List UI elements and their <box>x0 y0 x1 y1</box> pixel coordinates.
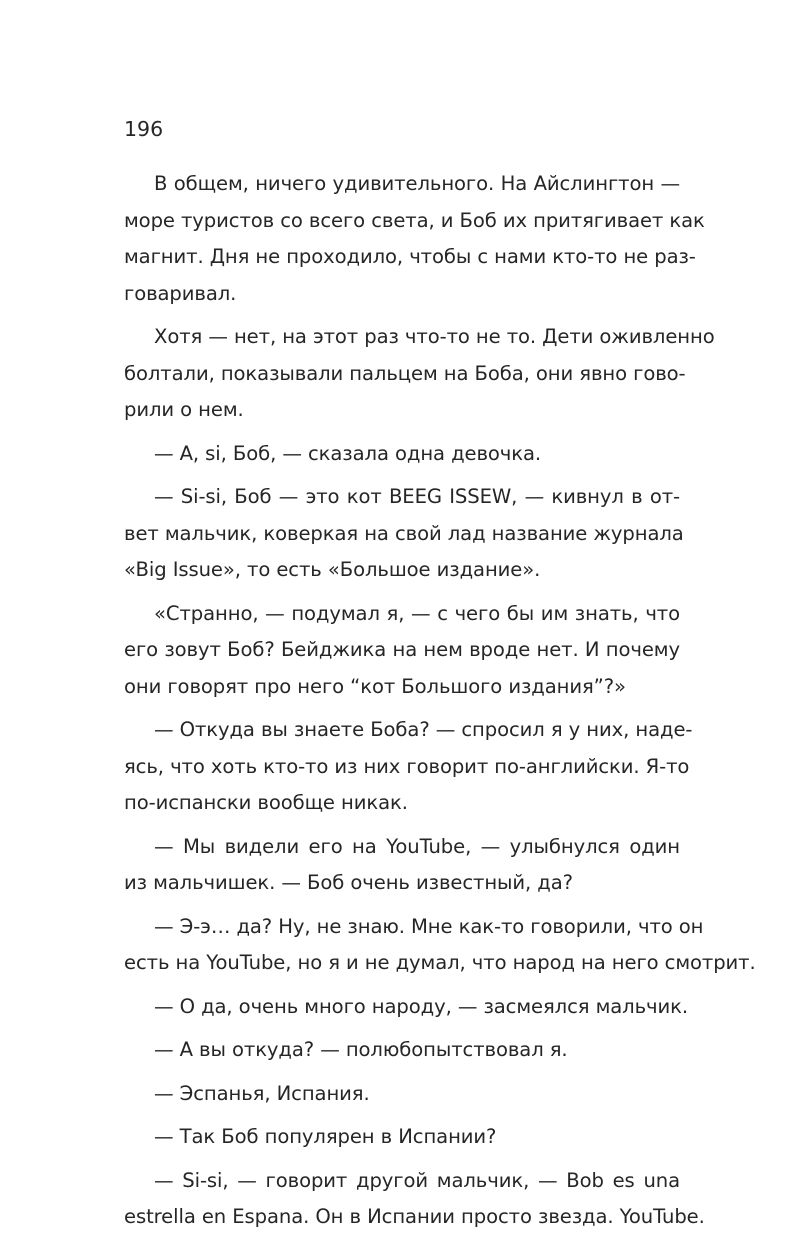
text-line: — А вы откуда? — полюбопытствовал я. <box>154 1038 568 1061</box>
paragraph <box>124 989 689 1026</box>
paragraph-gap <box>124 472 680 479</box>
text-line: говаривал. <box>124 281 237 305</box>
text-line: — А, si, Боб, — сказала одна девочка. <box>154 441 542 465</box>
paragraph-gap <box>124 429 680 436</box>
paragraph <box>124 436 680 473</box>
paragraph-gap <box>124 705 680 712</box>
paragraph <box>124 1163 705 1236</box>
page-number: 196 <box>124 117 164 141</box>
text-line: из мальчишек. — Боб очень известный, да? <box>124 871 573 894</box>
paragraph <box>124 1119 680 1156</box>
text-line: они говорят про него “кот Большого издания”?» <box>124 674 626 698</box>
text-line: Хотя — нет, на этот раз что-то не то. Дети оживленно <box>154 325 715 348</box>
paragraph <box>124 1076 680 1113</box>
paragraph <box>124 596 680 706</box>
text-line: море туристов со всего света, и Боб их притягивает как <box>124 208 705 232</box>
paragraph <box>124 829 680 902</box>
text-line: — Откуда вы знаете Боба? — спросил я у них, наде- <box>154 718 693 741</box>
paragraph <box>124 319 715 429</box>
text-line: — Эспанья, Испания. <box>154 1081 370 1105</box>
text-line: есть на YouTube, но я и не думал, что народ на него смотрит. <box>124 951 756 974</box>
text-line: — Si-si, Боб — это кот BEEG ISSEW, — кивнул в от- <box>154 485 680 508</box>
text-line: магнит. Дня не проходило, чтобы с нами кто-то не раз- <box>124 245 696 268</box>
text-line: — Э-э… да? Ну, не знаю. Мне как-то говорили, что он <box>154 914 704 938</box>
paragraph <box>124 166 705 312</box>
paragraph-gap <box>124 589 680 596</box>
text-line: — Si-si, — говорит другой мальчик, — Bob es una <box>154 1168 680 1192</box>
text-line: estrella en Espana. Он в Испании просто звезда. YouTube. <box>124 1205 705 1228</box>
paragraph <box>124 479 684 589</box>
text-line: — Так Боб популярен в Испании? <box>154 1125 497 1148</box>
paragraph-gap <box>124 902 680 909</box>
paragraph-gap <box>124 312 680 319</box>
text-line: его зовут Боб? Бейджика на нем вроде нет. И почему <box>124 638 680 661</box>
paragraph-gap <box>124 1156 680 1163</box>
text-line: рили о нем. <box>124 398 244 421</box>
text-line: по-испански вообще никак. <box>124 791 408 814</box>
text-line: «Странно, — подумал я, — с чего бы им знать, что <box>154 601 680 625</box>
text-line: болтали, показывали пальцем на Боба, они явно гово- <box>124 361 686 385</box>
paragraph-gap <box>124 1112 680 1119</box>
paragraph-gap <box>124 982 680 989</box>
paragraph <box>124 712 693 822</box>
text-line: ясь, что хоть кто-то из них говорит по-английски. Я-то <box>124 754 690 778</box>
body-text <box>124 166 756 1236</box>
paragraph-gap <box>124 1069 680 1076</box>
paragraph <box>124 1032 680 1069</box>
paragraph-gap <box>124 1025 680 1032</box>
paragraph-gap <box>124 822 680 829</box>
text-line: — О да, очень много народу, — засмеялся мальчик. <box>154 994 689 1018</box>
text-line: — Мы видели его на YouTube, — улыбнулся один <box>154 834 680 858</box>
paragraph <box>124 909 756 982</box>
text-line: В общем, ничего удивительного. На Айслингтон — <box>154 172 680 195</box>
text-line: вет мальчик, коверкая на свой лад название журнала <box>124 521 684 545</box>
text-line: «Big Issue», то есть «Большое издание». <box>124 558 541 581</box>
